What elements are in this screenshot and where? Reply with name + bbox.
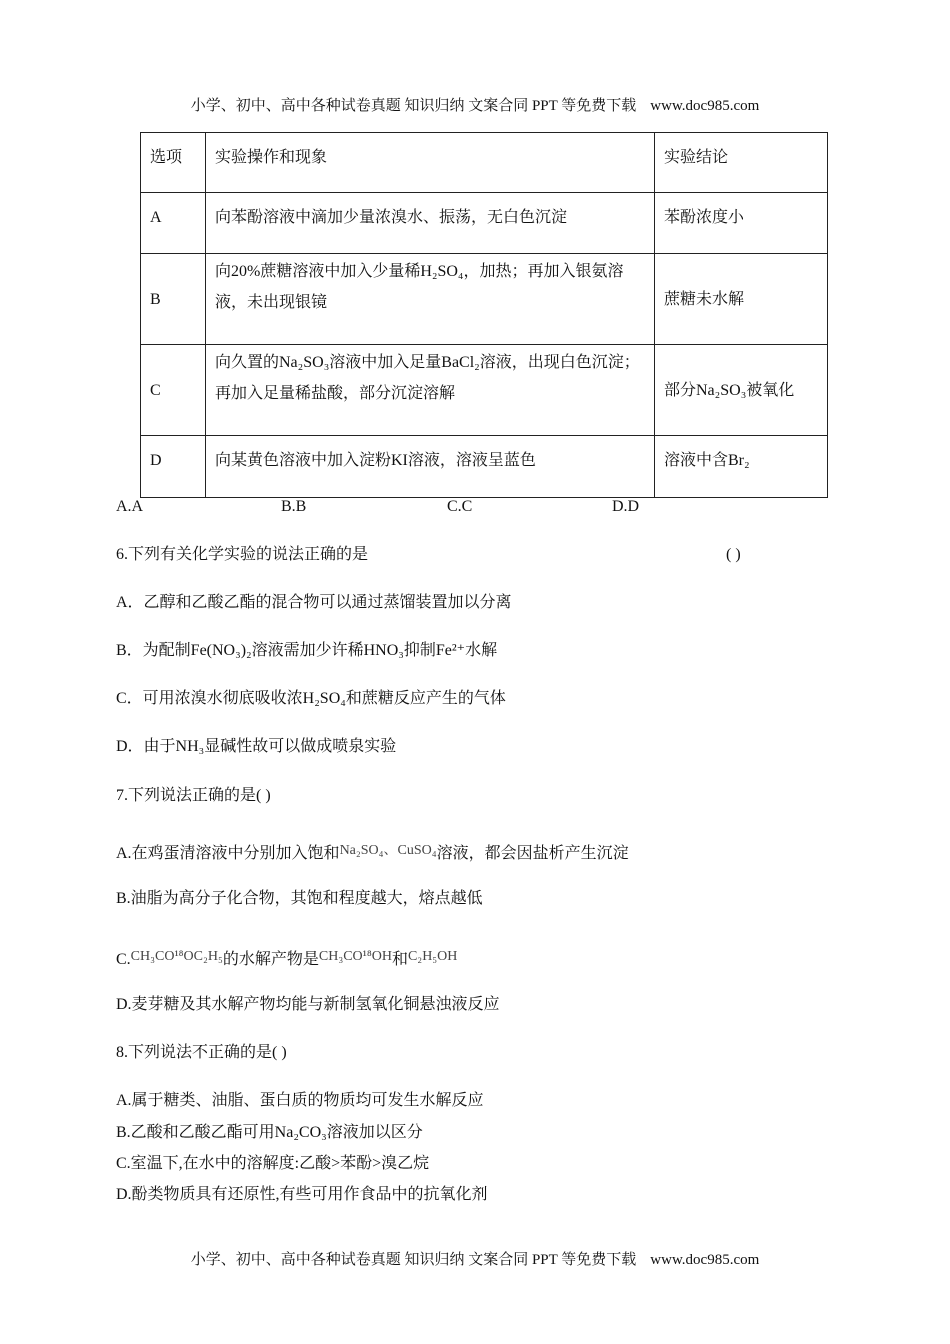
operation-cell: 向20%蔗糖溶液中加入少量稀H₂SO₄，加热；再加入银氨溶液，未出现银镜 (206, 254, 655, 345)
operation-cell: 向苯酚溶液中滴加少量浓溴水、振荡，无白色沉淀 (206, 193, 655, 254)
formula: C₂H₅OH (407, 949, 458, 964)
header-cell: 选项 (141, 133, 206, 193)
table-row (141, 193, 828, 254)
option-cell: C (141, 345, 206, 436)
table-row (141, 436, 828, 498)
q8-stem: 8.下列说法不正确的是( ) (116, 1044, 287, 1061)
q6-option-a: A．乙醇和乙酸乙酯的混合物可以通过蒸馏装置加以分离 (116, 594, 512, 611)
table-row (141, 254, 828, 345)
q7-option-a (116, 841, 629, 864)
page-header (0, 94, 950, 115)
q5-choice-b: B.B (281, 498, 307, 515)
formula: CH₃CO¹⁸OH (318, 949, 392, 964)
header-cell: 实验操作和现象 (206, 133, 655, 193)
q6-option-c: C．可用浓溴水彻底吸收浓H₂SO₄和蔗糖反应产生的气体 (116, 690, 506, 707)
formula: CH₃CO¹⁸OC₂H₅ (130, 949, 223, 964)
q7-option-d: D.麦芽糖及其水解产物均能与新制氢氧化铜悬浊液反应 (116, 996, 500, 1013)
q6-option-b: B．为配制Fe(NO₃)₂溶液需加少许稀HNO₃抑制Fe²⁺水解 (116, 642, 498, 659)
q5-choice-c: C.C (447, 498, 473, 515)
header-url: www.doc985.com (650, 98, 760, 114)
q7a-text: 溶液，都会因盐析产生沉淀 (436, 845, 629, 862)
q7-option-b: B.油脂为高分子化合物，其饱和程度越大，熔点越低 (116, 890, 483, 907)
q7c-text: C. (116, 951, 131, 968)
conclusion-cell: 部分Na₂SO₃被氧化 (655, 345, 828, 436)
conclusion-cell: 溶液中含Br₂ (655, 436, 828, 498)
footer-url: www.doc985.com (650, 1252, 760, 1268)
q7a-text: A.在鸡蛋清溶液中分别加入饱和 (116, 845, 340, 862)
header-text: 小学、初中、高中各种试卷真题 知识归纳 文案合同 PPT 等免费下载 (190, 98, 637, 114)
formula: Na₂SO₄、CuSO₄ (339, 843, 437, 858)
q5-choice-d: D.D (612, 498, 640, 515)
q7-option-c (116, 947, 457, 970)
q8-option-a: A.属于糖类、油脂、蛋白质的物质均可发生水解反应 (116, 1092, 484, 1109)
table-row (141, 345, 828, 436)
operation-cell: 向久置的Na₂SO₃溶液中加入足量BaCl₂溶液，出现白色沉淀；再加入足量稀盐酸，部分沉淀溶解 (206, 345, 655, 436)
option-cell: A (141, 193, 206, 254)
q6-option-d: D．由于NH₃显碱性故可以做成喷泉实验 (116, 738, 397, 755)
option-cell: B (141, 254, 206, 345)
conclusion-cell: 蔗糖未水解 (655, 254, 828, 345)
q7c-text: 和 (391, 951, 408, 968)
q7c-text: 的水解产物是 (222, 951, 319, 968)
experiment-table (140, 132, 828, 498)
table-header-row (141, 133, 828, 193)
conclusion-cell: 苯酚浓度小 (655, 193, 828, 254)
q8-option-c: C.室温下,在水中的溶解度:乙酸>苯酚>溴乙烷 (116, 1155, 430, 1172)
q8-option-b: B.乙酸和乙酸乙酯可用Na₂CO₃溶液加以区分 (116, 1124, 423, 1141)
q8-option-d: D.酚类物质具有还原性,有些可用作食品中的抗氧化剂 (116, 1186, 488, 1203)
q6-stem: 6.下列有关化学实验的说法正确的是 (116, 546, 369, 563)
q6-answer-bracket: ( ) (726, 546, 741, 563)
page-footer (0, 1248, 950, 1269)
footer-text: 小学、初中、高中各种试卷真题 知识归纳 文案合同 PPT 等免费下载 (190, 1252, 637, 1268)
q5-choice-a: A.A (116, 498, 144, 515)
header-cell: 实验结论 (655, 133, 828, 193)
option-cell: D (141, 436, 206, 498)
q7-stem: 7.下列说法正确的是( ) (116, 787, 271, 804)
operation-cell: 向某黄色溶液中加入淀粉KI溶液，溶液呈蓝色 (206, 436, 655, 498)
